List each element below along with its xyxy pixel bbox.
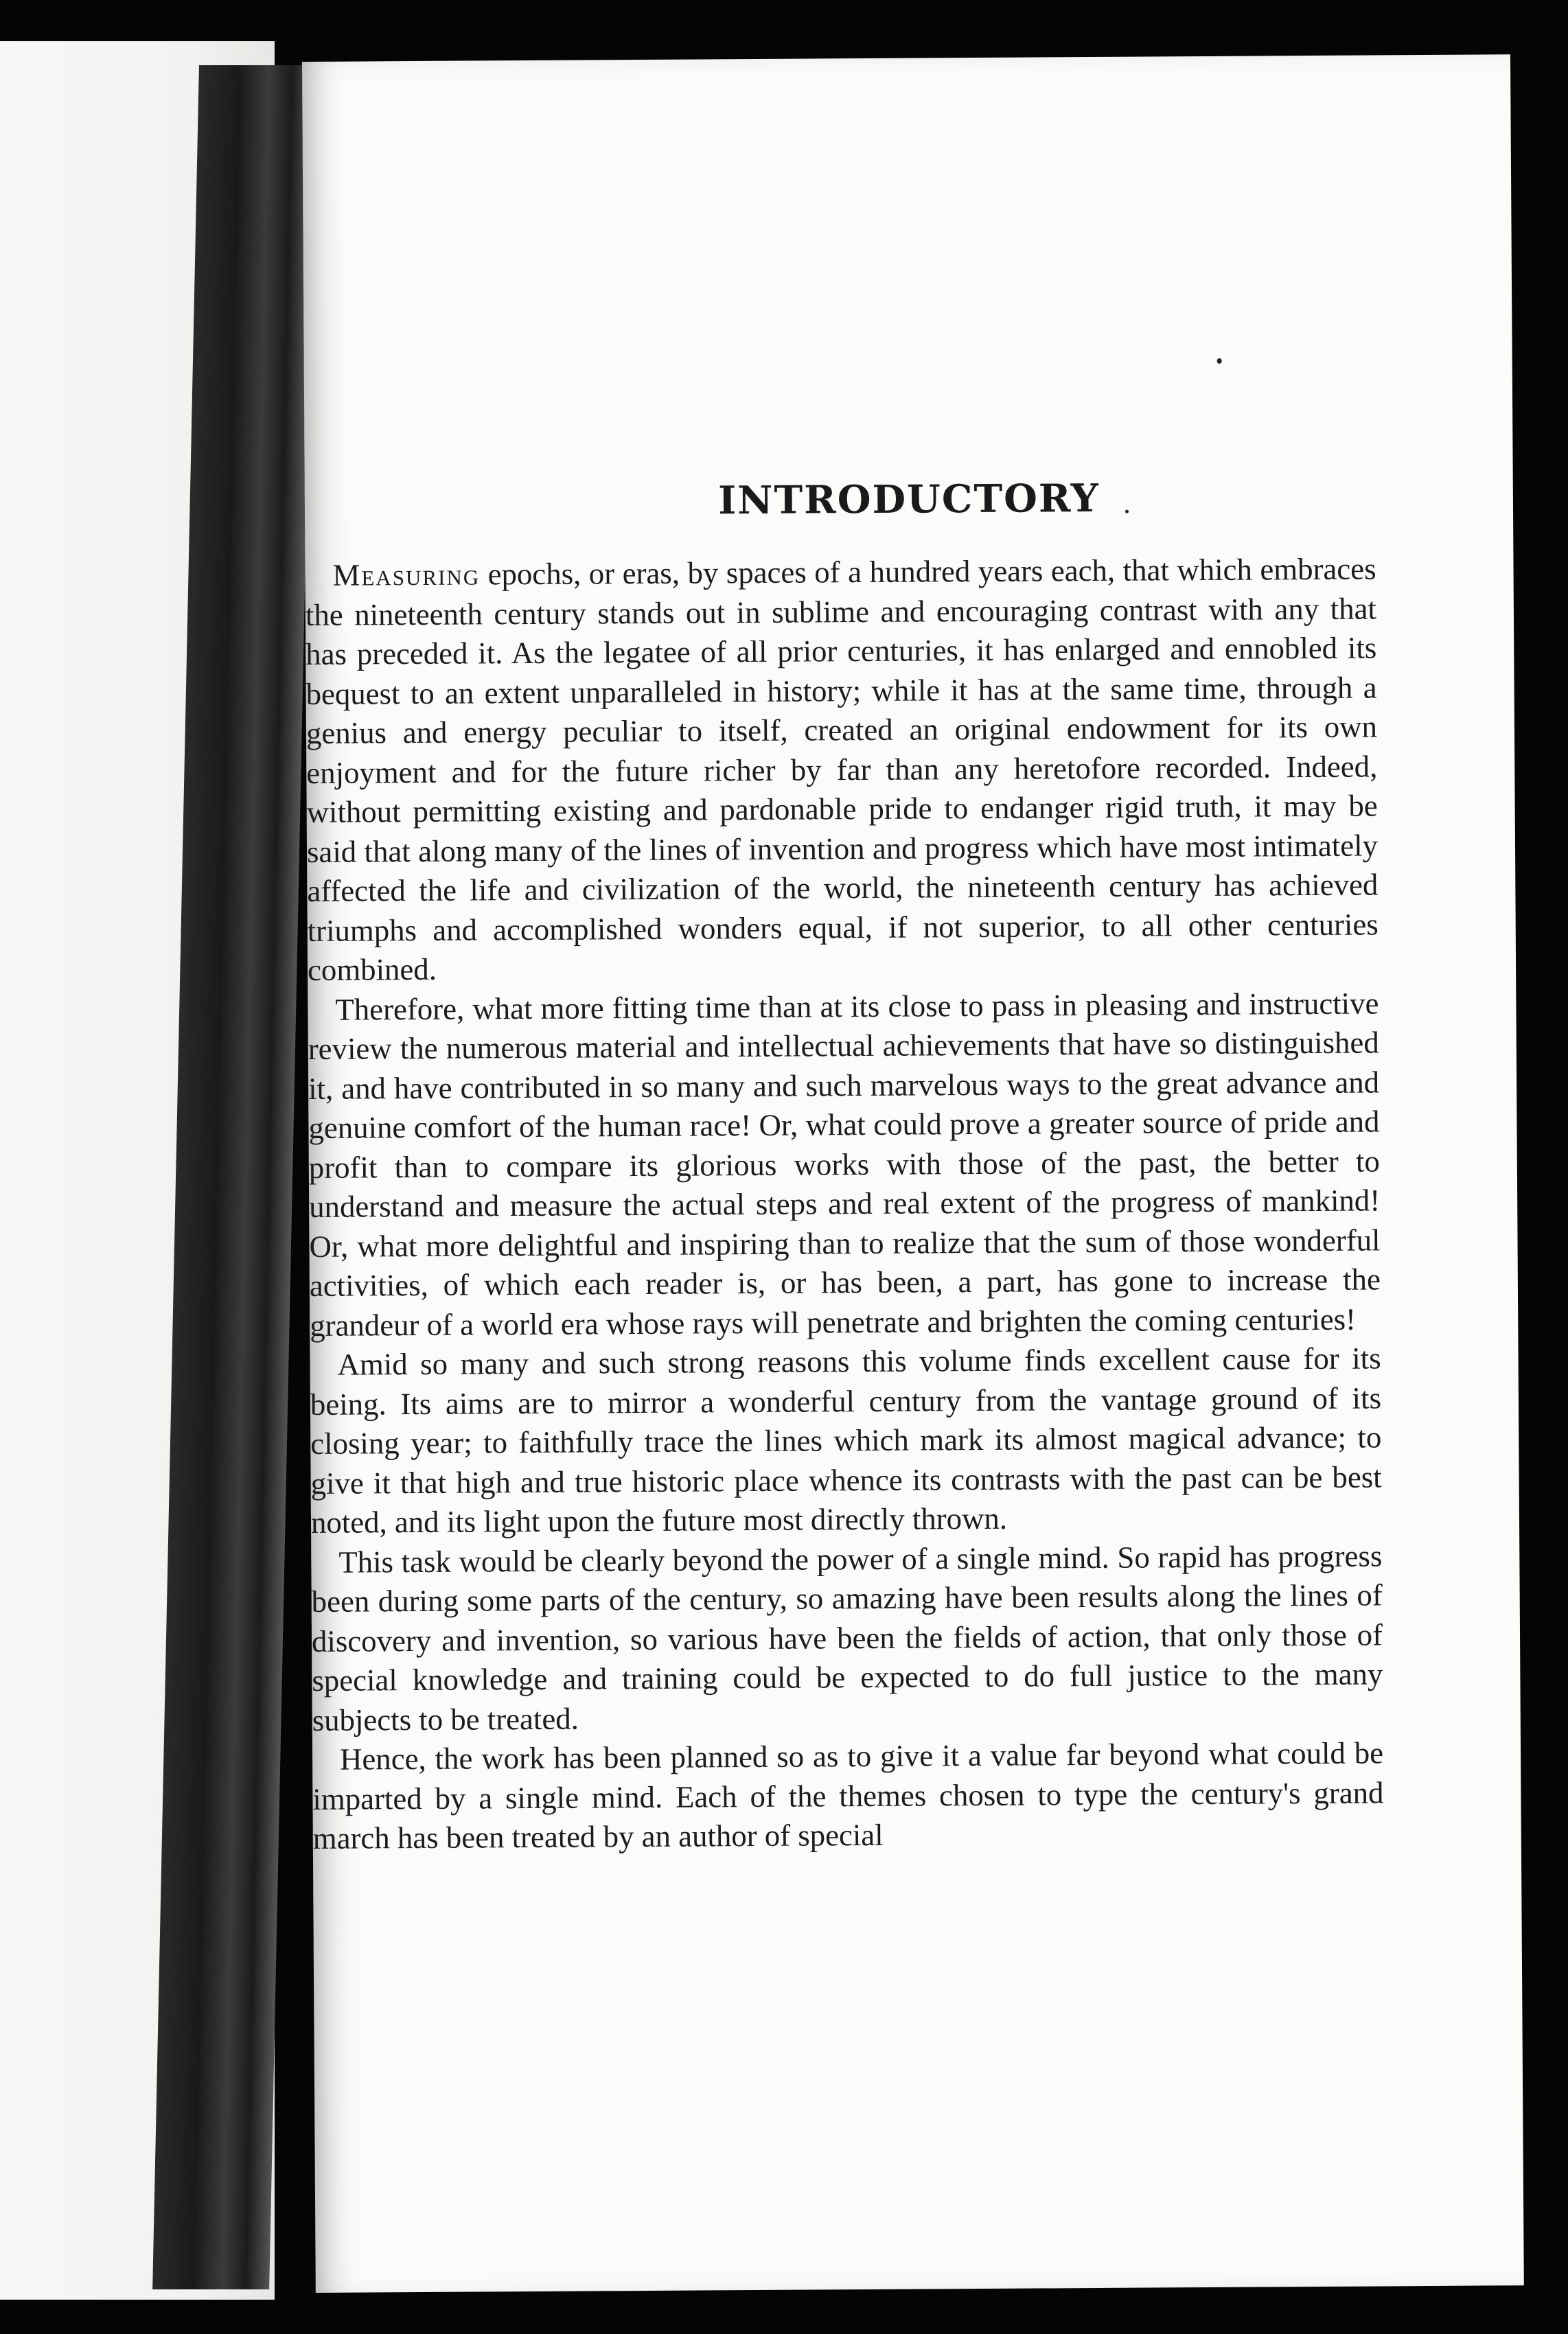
paragraph-2: Therefore, what more fitting time than at its close to pass in pleasing and instructive review the numerous material and intellectual achievements that have so distinguished it, and have contributed in so many and such marvelous ways to the great advance and genuine comfort of the human race! Or, what could prove a greater source of pride and profit than to compare its glorious works with those of the past, the better to understand and measure the actual steps and real extent of the progress of mankind! Or, what more delightful and inspiring than to realize that the sum of those wonderful activities, of which each reader is, or has been, a part, has gone to increase the grandeur of a world era whose rays will penetrate and brighten the coming centuries! [308, 985, 1381, 1343]
paragraph-1 [305, 549, 1379, 990]
body-text [305, 549, 1384, 1858]
paragraph-3: Amid so many and such strong reasons this volume finds excellent cause for its being. Its aims are to mirror a wonderful century from the vantage ground of its closing year; to faithfully trace the lines which mark its almost magical advance; to give it that high and true historic place whence its contrasts with the past can be best noted, and its light upon the future most directly thrown. [310, 1341, 1382, 1540]
right-page [302, 54, 1524, 2293]
drop-lead-word: Measuring [332, 557, 481, 592]
paragraph-4: This task would be clearly beyond the power of a single mind. So rapid has progress been during some parts of the century, so amazing have been results along the lines of discovery and invention, so various have been the fields of action, that only those of special knowledge and training could be expected to do full justice to the many subjects to be treated. [311, 1538, 1383, 1737]
paragraph-1-text: epochs, or eras, by spaces of a hundred years each, that which embraces the nineteenth century stands out in sublime and encouraging contrast with any that has preceded it. As the legatee of all prior centuries, it has enlarged and ennobled its bequest to an extent unparalleled in history; while it has at the same time, through a genius and energy peculiar to itself, created an original endowment for its own enjoyment and for the future richer by far than any heretofore recorded. Indeed, without permitting existing and pardonable pride to endanger rigid truth, it may be said that along many of the lines of invention and progress which have most intimately affected the life and civilization of the world, the nineteenth century has achieved triumphs and accomplished wonders equal, if not superior, to all other centuries combined. [305, 551, 1379, 987]
page-title: INTRODUCTORY [717, 475, 1100, 524]
ink-speck [1217, 358, 1222, 364]
paragraph-5: Hence, the work has been planned so as to give it a value far beyond what could be imparted by a single mind. Each of the themes chosen to type the century's grand march has been treated by an author of special [312, 1735, 1384, 1856]
